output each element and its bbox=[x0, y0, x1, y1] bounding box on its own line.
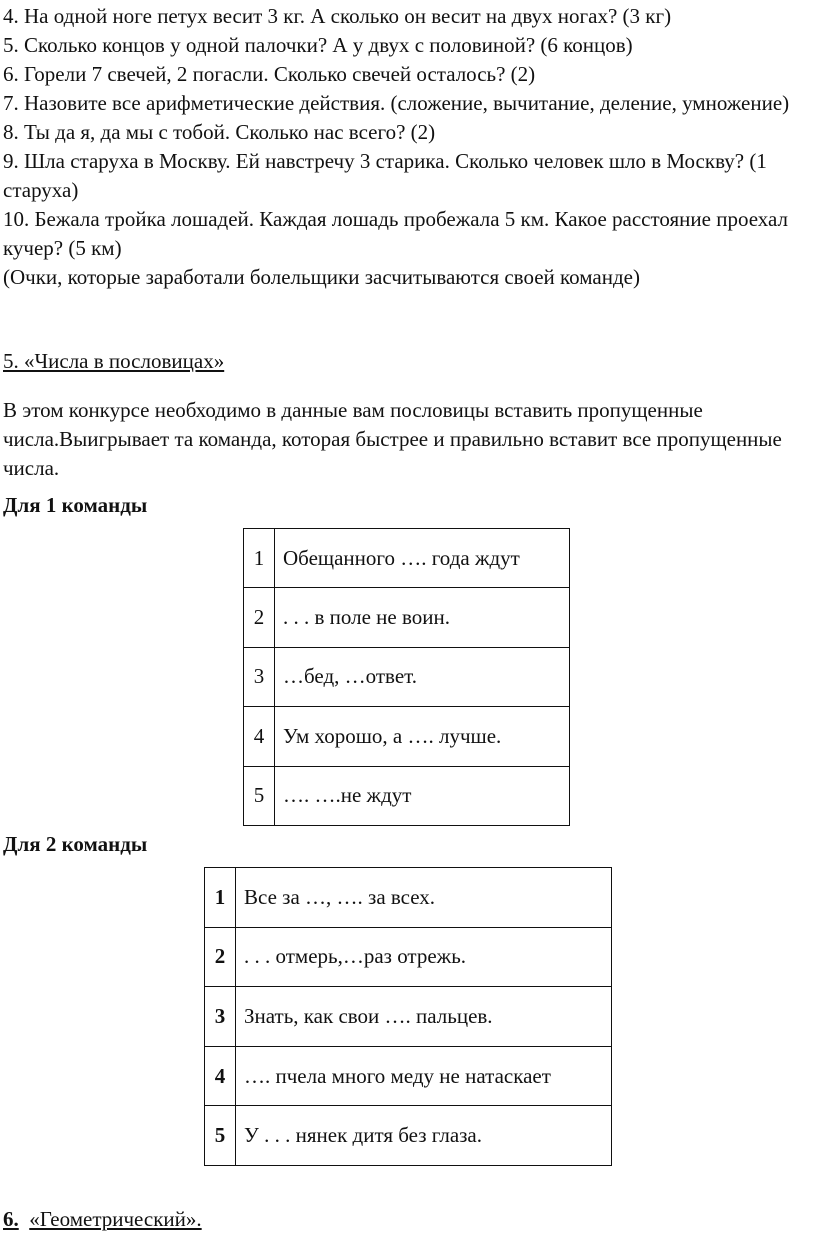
riddle-10: 10. Бежала тройка лошадей. Каждая лошадь пробежала 5 км. Какое расстояние проехал кучер? (5 км) bbox=[3, 207, 788, 260]
row-number: 1 bbox=[205, 868, 236, 928]
row-number: 3 bbox=[205, 987, 236, 1047]
row-number: 5 bbox=[244, 766, 275, 825]
section5-heading: 5. «Числа в пословицах» bbox=[3, 349, 225, 373]
proverb-text: …бед, …ответ. bbox=[275, 647, 570, 706]
table-row bbox=[244, 707, 570, 766]
table-row bbox=[205, 1046, 612, 1106]
proverb-text: …. пчела много меду не натаскает bbox=[236, 1046, 612, 1106]
proverb-text: Обещанного …. года ждут bbox=[275, 529, 570, 588]
riddle-5: 5. Сколько концов у одной палочки? А у двух с половиной? (6 концов) bbox=[3, 33, 633, 57]
riddle-7: 7. Назовите все арифметические действия. (сложение, вычитание, деление, умножение) bbox=[3, 91, 790, 115]
fans-note: (Очки, которые заработали болельщики засчитываются своей команде) bbox=[3, 265, 640, 289]
team1-proverbs-table bbox=[243, 528, 570, 826]
row-number: 4 bbox=[244, 707, 275, 766]
riddle-6: 6. Горели 7 свечей, 2 погасли. Сколько свечей осталось? (2) bbox=[3, 62, 536, 86]
table-row bbox=[244, 588, 570, 647]
table-row bbox=[205, 1106, 612, 1166]
section6-title: «Геометрический». bbox=[29, 1207, 202, 1231]
riddle-8: 8. Ты да я, да мы с тобой. Сколько нас всего? (2) bbox=[3, 120, 436, 144]
table-row bbox=[205, 987, 612, 1047]
table-row bbox=[205, 868, 612, 928]
table-row bbox=[244, 529, 570, 588]
table-row bbox=[244, 766, 570, 825]
proverb-text: . . . отмерь,…раз отрежь. bbox=[236, 927, 612, 987]
table-row bbox=[244, 647, 570, 706]
row-number: 3 bbox=[244, 647, 275, 706]
team2-proverbs-table bbox=[204, 867, 612, 1166]
team1-label: Для 1 команды bbox=[3, 493, 148, 517]
team2-label: Для 2 команды bbox=[3, 832, 148, 856]
row-number: 2 bbox=[244, 588, 275, 647]
row-number: 1 bbox=[244, 529, 275, 588]
table-row bbox=[205, 927, 612, 987]
riddle-4: 4. На одной ноге петух весит 3 кг. А сколько он весит на двух ногах? (3 кг) bbox=[3, 4, 672, 28]
section6-heading bbox=[3, 1205, 202, 1234]
row-number: 2 bbox=[205, 927, 236, 987]
section5-intro: В этом конкурсе необходимо в данные вам пословицы вставить пропущенные числа.Выигрывает та команда, которая быстрее и правильно вставит все пропущенные числа. bbox=[3, 398, 782, 480]
riddles-list bbox=[3, 2, 803, 292]
row-number: 4 bbox=[205, 1046, 236, 1106]
proverb-text: У . . . нянек дитя без глаза. bbox=[236, 1106, 612, 1166]
proverb-text: Знать, как свои …. пальцев. bbox=[236, 987, 612, 1047]
riddle-9: 9. Шла старуха в Москву. Ей навстречу 3 старика. Сколько человек шло в Москву? (1 старуха) bbox=[3, 149, 767, 202]
proverb-text: Ум хорошо, а …. лучше. bbox=[275, 707, 570, 766]
proverb-text: . . . в поле не воин. bbox=[275, 588, 570, 647]
section6-number: 6. bbox=[3, 1207, 19, 1231]
proverb-text: …. ….не ждут bbox=[275, 766, 570, 825]
row-number: 5 bbox=[205, 1106, 236, 1166]
proverb-text: Все за …, …. за всех. bbox=[236, 868, 612, 928]
